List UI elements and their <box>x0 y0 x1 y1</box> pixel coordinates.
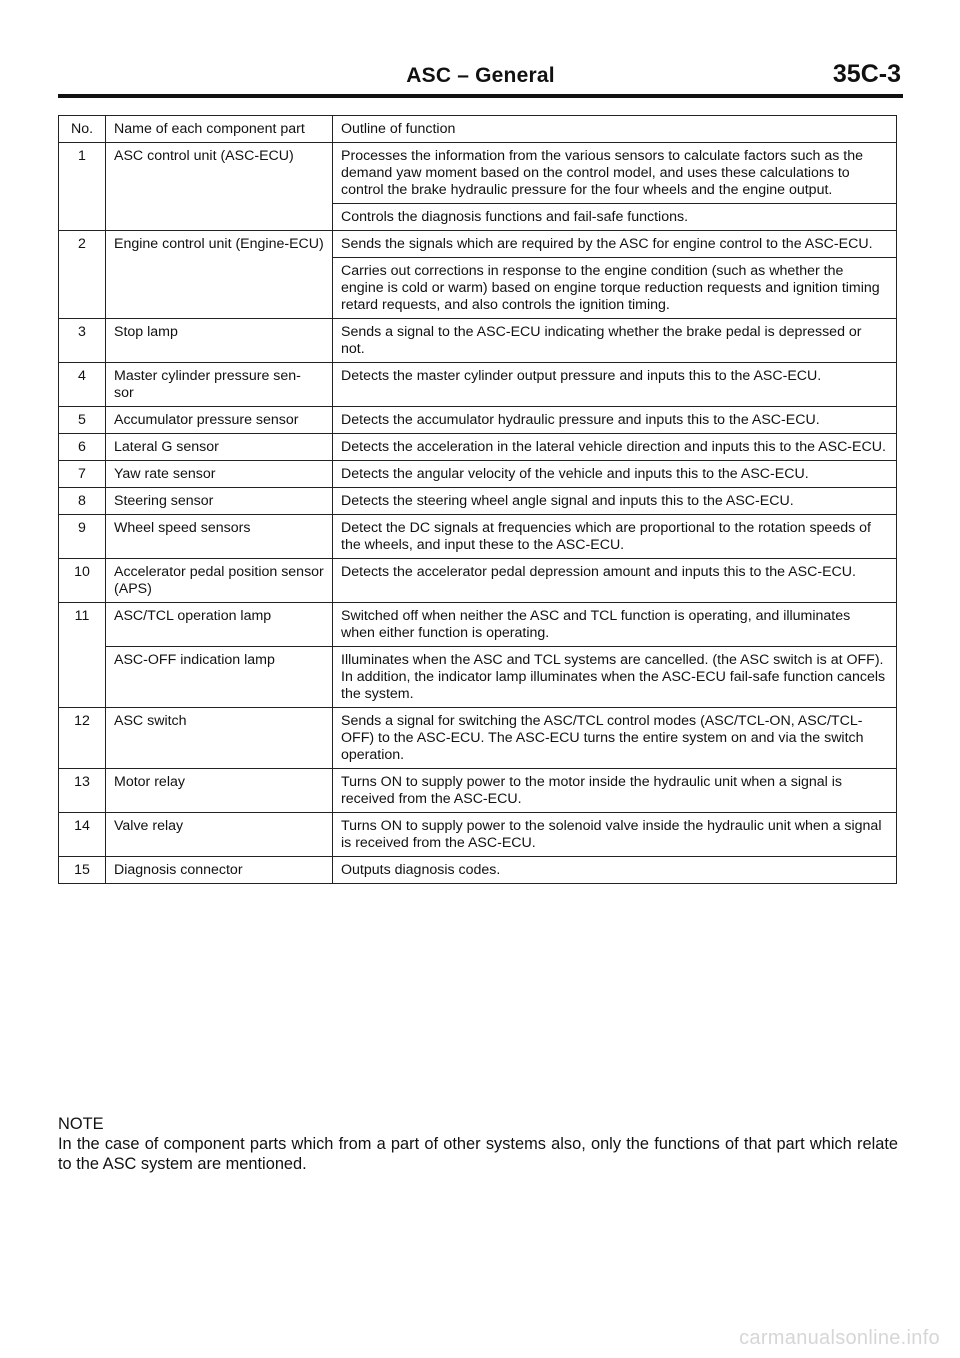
component-name: ASC-OFF indication lamp <box>106 647 333 708</box>
component-name: Accumulator pressure sensor <box>106 407 333 434</box>
component-function: Detects the accelerator pedal depression amount and inputs this to the ASC-ECU. <box>333 559 897 603</box>
component-name: Diagnosis connector <box>106 857 333 884</box>
function-line: Illuminates when the ASC and TCL systems are cancelled. (the ASC switch is at OFF). <box>341 652 884 668</box>
component-name: Yaw rate sensor <box>106 461 333 488</box>
component-number: 1 <box>59 143 106 231</box>
component-name: Wheel speed sensors <box>106 515 333 559</box>
component-function: Turns ON to supply power to the motor inside the hydraulic unit when a signal is received from the ASC-ECU. <box>333 769 897 813</box>
component-number: 15 <box>59 857 106 884</box>
component-name: Steering sensor <box>106 488 333 515</box>
component-number: 2 <box>59 231 106 319</box>
table-row <box>59 461 897 488</box>
component-name: Valve relay <box>106 813 333 857</box>
component-function: Switched off when neither the ASC and TCL function is operating, and illuminates when either function is operating. <box>333 603 897 647</box>
component-name: ASC/TCL operation lamp <box>106 603 333 647</box>
table-row <box>59 647 897 708</box>
table-row <box>59 143 897 204</box>
note-section <box>58 1114 898 1174</box>
function-line: In addition, the indicator lamp illuminates when the ASC-ECU fail-safe function cancels the system. <box>341 669 886 702</box>
table-row <box>59 559 897 603</box>
component-function: Sends a signal to the ASC-ECU indicating whether the brake pedal is depressed or not. <box>333 319 897 363</box>
component-function: Detects the accumulator hydraulic pressure and inputs this to the ASC-ECU. <box>333 407 897 434</box>
component-name: Master cylinder pressure sen- sor <box>106 363 333 407</box>
component-name: Motor relay <box>106 769 333 813</box>
note-heading: NOTE <box>58 1115 104 1133</box>
component-number: 11 <box>59 603 106 708</box>
component-name: ASC switch <box>106 708 333 769</box>
component-number: 9 <box>59 515 106 559</box>
column-header-name: Name of each component part <box>106 116 333 143</box>
component-name: Lateral G sensor <box>106 434 333 461</box>
component-number: 13 <box>59 769 106 813</box>
page-header <box>58 60 903 98</box>
table-row <box>59 407 897 434</box>
component-function: Controls the diagnosis functions and fail-safe functions. <box>333 204 897 231</box>
table-body <box>59 143 897 884</box>
page-number: 35C-3 <box>832 60 901 88</box>
component-function: Detects the angular velocity of the vehicle and inputs this to the ASC-ECU. <box>333 461 897 488</box>
component-function: Carries out corrections in response to the engine condition (such as whether the engine is cold or warm) based on engine torque reduction requests and ignition timing retard requests, and also controls the ignition timing. <box>333 258 897 319</box>
table-row <box>59 708 897 769</box>
component-name: ASC control unit (ASC-ECU) <box>106 143 333 231</box>
component-number: 6 <box>59 434 106 461</box>
page-title: ASC – General <box>406 64 555 87</box>
component-number: 10 <box>59 559 106 603</box>
component-function: Detect the DC signals at frequencies which are proportional to the rotation speeds of the wheels, and input these to the ASC-ECU. <box>333 515 897 559</box>
component-name: Accelerator pedal position sensor (APS) <box>106 559 333 603</box>
component-function: Outputs diagnosis codes. <box>333 857 897 884</box>
component-name: Stop lamp <box>106 319 333 363</box>
component-number: 4 <box>59 363 106 407</box>
component-number: 7 <box>59 461 106 488</box>
table-row <box>59 434 897 461</box>
table-row <box>59 363 897 407</box>
component-function: Sends the signals which are required by the ASC for engine control to the ASC-ECU. <box>333 231 897 258</box>
component-number: 8 <box>59 488 106 515</box>
table-row <box>59 488 897 515</box>
component-name: Engine control unit (Engine-ECU) <box>106 231 333 319</box>
component-function: Turns ON to supply power to the solenoid valve inside the hydraulic unit when a signal is received from the ASC-ECU. <box>333 813 897 857</box>
component-number: 3 <box>59 319 106 363</box>
table-row <box>59 603 897 647</box>
column-header-function: Outline of function <box>333 116 897 143</box>
component-function: Detects the steering wheel angle signal and inputs this to the ASC-ECU. <box>333 488 897 515</box>
column-header-no: No. <box>59 116 106 143</box>
table-row <box>59 813 897 857</box>
table-row <box>59 857 897 884</box>
component-function: Detects the acceleration in the lateral vehicle direction and inputs this to the ASC-ECU. <box>333 434 897 461</box>
component-number: 14 <box>59 813 106 857</box>
component-number: 5 <box>59 407 106 434</box>
component-function <box>333 647 897 708</box>
component-function: Sends a signal for switching the ASC/TCL control modes (ASC/TCL-ON, ASC/TCL-OFF) to the ASC-ECU. The ASC-ECU turns the entire system on and via the switch operation. <box>333 708 897 769</box>
table-row <box>59 231 897 258</box>
note-text: In the case of component parts which from a part of other systems also, only the functions of that part which relate to the ASC system are mentioned. <box>58 1135 898 1173</box>
watermark: carmanualsonline.info <box>739 1327 940 1349</box>
table-row <box>59 769 897 813</box>
component-function: Processes the information from the various sensors to calculate factors such as the demand yaw moment based on the control model, and uses these calculations to control the brake hydraulic pressure for the four wheels and the engine output. <box>333 143 897 204</box>
component-function: Detects the master cylinder output pressure and inputs this to the ASC-ECU. <box>333 363 897 407</box>
table-row <box>59 515 897 559</box>
component-table <box>58 115 897 884</box>
component-number: 12 <box>59 708 106 769</box>
table-row <box>59 319 897 363</box>
table-header-row <box>59 116 897 143</box>
